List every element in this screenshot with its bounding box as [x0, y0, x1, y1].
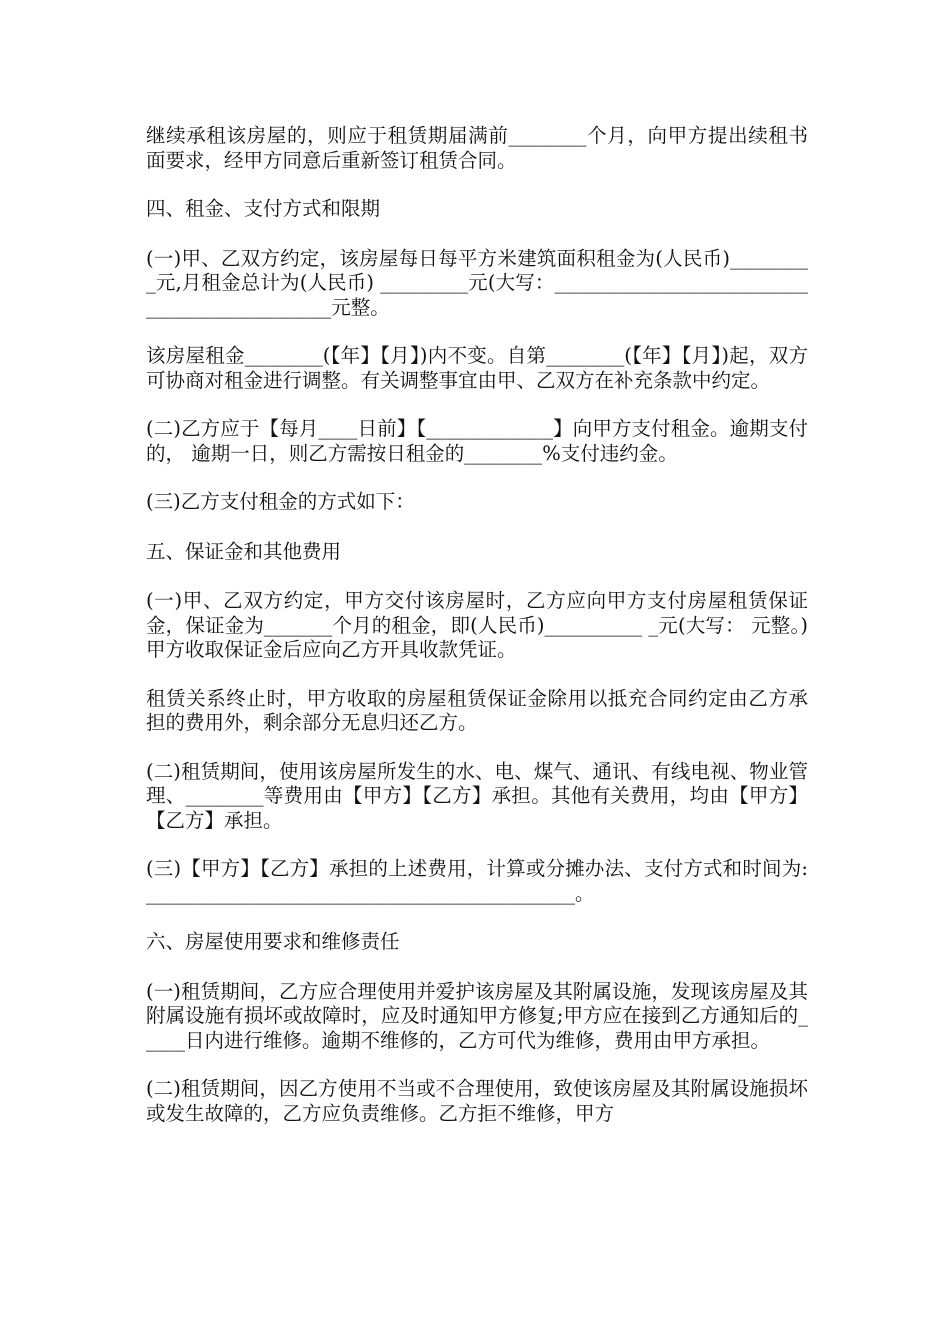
paragraph-renewal: 继续承租该房屋的，则应于租赁期届满前________个月，向甲方提出续租书面要求，经甲方同意后重新签订租赁合同。: [146, 124, 808, 172]
paragraph-fee-calculation: (三)【甲方】【乙方】承担的上述费用，计算或分摊办法、支付方式和时间为:____________________________________________。: [146, 857, 808, 905]
paragraph-deposit-return: 租赁关系终止时，甲方收取的房屋租赁保证金除用以抵充合同约定由乙方承担的费用外，剩余部分无息归还乙方。: [146, 686, 808, 734]
paragraph-payment-method: (三)乙方支付租金的方式如下：: [146, 490, 415, 513]
paragraph-rent-adjustment: 该房屋租金________(【年】【月】)内不变。自第________(【年】【月】)起，双方可协商对租金进行调整。有关调整事宜由甲、乙双方在补充条款中约定。: [146, 344, 808, 392]
paragraph-utility-fees: (二)租赁期间，使用该房屋所发生的水、电、煤气、通讯、有线电视、物业管理、________等费用由【甲方】【乙方】承担。其他有关费用，均由【甲方】【乙方】承担。: [146, 759, 808, 832]
paragraph-tenant-repair: (二)租赁期间，因乙方使用不当或不合理使用，致使该房屋及其附属设施损坏或发生故障的，乙方应负责维修。乙方拒不维修，甲方: [146, 1077, 808, 1125]
document-page: [146, 124, 808, 1150]
paragraph-rent-payment-date: (二)乙方应于【每月____日前】【_____________】向甲方支付租金。逾期支付的， 逾期一日，则乙方需按日租金的________%支付违约金。: [146, 417, 808, 465]
paragraph-deposit-amount: (一)甲、乙双方约定，甲方交付该房屋时，乙方应向甲方支付房屋租赁保证金，保证金为_______个月的租金，即(人民币)__________ _元(大写： 元整。)甲方收取保证金后应向乙方开具收款凭证。: [146, 589, 808, 661]
section-heading-deposit: 五、保证金和其他费用: [146, 539, 342, 563]
paragraph-rent-amount: (一)甲、乙双方约定，该房屋每日每平方米建筑面积租金为(人民币)_________元,月租金总计为(人民币) _________元(大写：_____________________________________________元整。: [146, 246, 808, 319]
section-heading-usage-maintenance: 六、房屋使用要求和维修责任: [146, 930, 400, 953]
section-heading-rent: 四、租金、支付方式和限期: [146, 197, 381, 220]
paragraph-landlord-repair: (一)租赁期间，乙方应合理使用并爱护该房屋及其附属设施，发现该房屋及其附属设施有损坏或故障时，应及时通知甲方修复;甲方应在接到乙方通知后的_____日内进行维修。逾期不维修的，乙方可代为维修，费用由甲方承担。: [146, 979, 808, 1052]
